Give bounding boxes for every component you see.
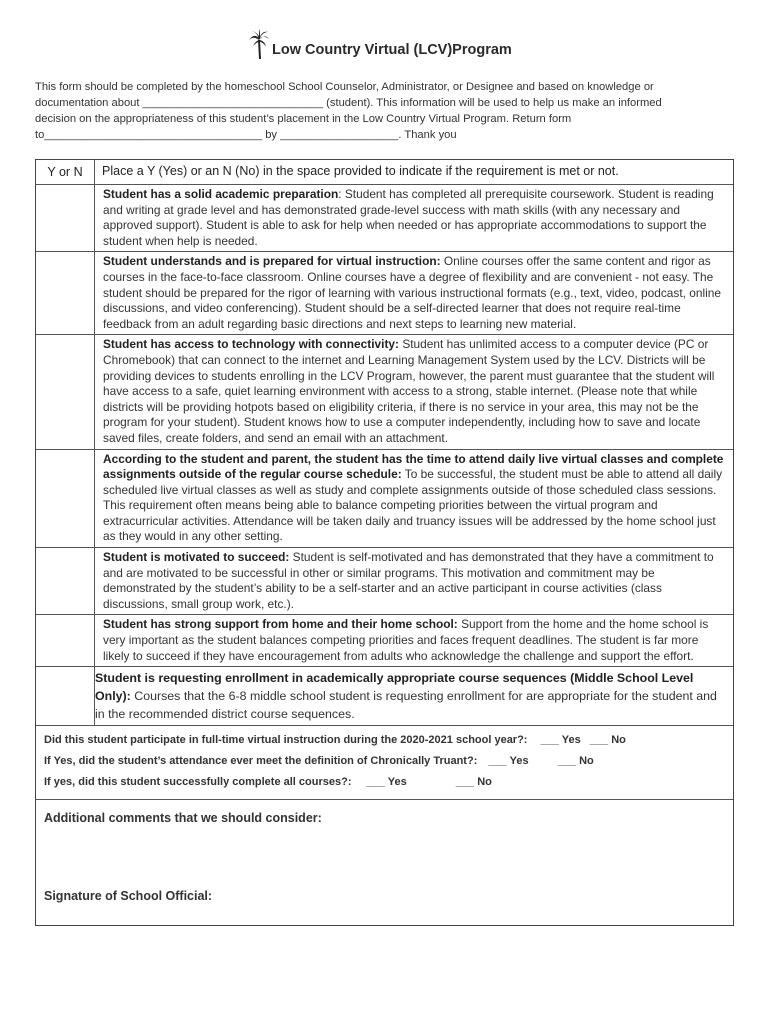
comments-label: Additional comments that we should consider:	[44, 811, 322, 826]
yn-input-cell[interactable]	[36, 450, 95, 548]
table-row	[36, 449, 733, 548]
intro-line: This form should be completed by the homeschool School Counselor, Administrator, or Designee and based on knowledge or	[35, 81, 654, 93]
no-blank[interactable]: ___ No	[455, 776, 492, 789]
yes-blank[interactable]: ___ Yes	[366, 776, 407, 789]
requirement-heading: Student has a solid academic preparation	[103, 187, 339, 201]
signature-label: Signature of School Official:	[44, 889, 213, 904]
requirement-description: Student is self-motivated and has demonstrated that they have a commitment to and are motivated to be successful in other or similar programs. This motivation and commitment may be demonstrated by the student’s ability to be a self-starter and an active participant in course activities (class discussions, small group work, etc.).	[103, 550, 714, 611]
question-text: Did this student participate in full-time virtual instruction during the 2020-2021 school year?:	[44, 734, 528, 747]
requirement-text	[95, 615, 733, 666]
requirement-heading: Student is requesting enrollment in academically appropriate course sequences (Middle School Level Only):	[95, 671, 694, 704]
palmetto-tree-icon	[248, 28, 270, 60]
requirement-text	[95, 450, 733, 548]
comments-section	[36, 799, 733, 925]
page-title: Low Country Virtual (LCV)Program	[272, 42, 512, 58]
requirement-heading: Student has strong support from home and their home school:	[103, 617, 458, 632]
requirement-text	[95, 667, 733, 725]
requirement-description: Online courses offer the same content and rigor as courses in the face-to-face classroom. Online courses have a degree of flexibility and are convenient - not easy. The student should be prepared for the rigor of learning with various instructional formats (e.g., text, video, podcast, online discussions, and video conferencing). Student should be a self-directed learner that does not require real-time feedback from an adult regarding basic directions and next steps to learning new material.	[103, 254, 721, 331]
requirement-description: Courses that the 6-8 middle school student is requesting enrollment for are appropriate for the student and in the recommended district course sequences.	[95, 689, 717, 722]
question-virtual-instruction	[44, 730, 725, 751]
intro-line: to___________________________________ by ___________________. Thank you	[35, 129, 457, 142]
requirement-text	[95, 252, 733, 334]
table-header-row	[36, 160, 733, 184]
yn-input-cell[interactable]	[36, 335, 95, 448]
table-row	[36, 334, 733, 448]
yn-input-cell[interactable]	[36, 548, 95, 614]
yn-input-cell[interactable]	[36, 185, 95, 251]
form-header	[248, 26, 512, 60]
requirements-table	[35, 159, 734, 926]
intro-line: decision on the appropriateness of this student’s placement in the Low Country Virtual Program. Return form	[35, 113, 572, 126]
requirement-heading: Student has access to technology with connectivity:	[103, 337, 400, 352]
requirement-heading: According to the student and parent, the student has the time to attend daily live virtual classes and complete assignments outside of the regular course schedule:	[103, 451, 724, 482]
yes-blank[interactable]: ___ Yes	[488, 755, 529, 768]
table-row	[36, 666, 733, 725]
yn-input-cell[interactable]	[36, 667, 95, 725]
requirement-text	[95, 335, 733, 448]
yes-blank[interactable]: ___ Yes	[540, 734, 581, 747]
question-chronically-truant	[44, 751, 725, 772]
intro-paragraph	[35, 79, 735, 143]
requirement-description: Student has unlimited access to a computer device (PC or Chromebook) that can connect to the internet and Learning Management System used by the LCV. Districts will be providing devices to students enrolling in the LCV Program, however, the parent must guarantee that the student will have access to a safe, quiet learning environment with access to a strong, stable internet. (Please note that while districts will be providing hotpots based on eligibility criteria, if there is no service in your area, this may not be the program for your student). Student knows how to use a computer independently, including how to save and locate saved files, create folders, and send an email with an attachment.	[103, 337, 715, 445]
yn-input-cell[interactable]	[36, 252, 95, 334]
requirement-description: Support from the home and the home school is very important as the student balances competing priorities and faces frequent deadlines. The student is far more likely to succeed if they have encouragement from adults who acknowledge the challenge and support the effort.	[103, 617, 709, 663]
yn-column-header: Y or N	[36, 160, 95, 184]
no-blank[interactable]: ___ No	[589, 734, 626, 747]
requirement-description: : Student has completed all prerequisite coursework. Student is reading and writing at grade level and has demonstrated grade-level success with math skills (with any necessary and approved support). Student is able to ask for help when needed or has appropriate accommodations to support the student when help is needed.	[103, 187, 714, 248]
requirement-heading: Student is motivated to succeed:	[103, 550, 290, 565]
no-blank[interactable]: ___ No	[557, 755, 594, 768]
question-text: If Yes, did the student’s attendance ever meet the definition of Chronically Truant?:	[44, 755, 478, 768]
table-row	[36, 251, 733, 334]
table-row	[36, 547, 733, 614]
table-row	[36, 614, 733, 666]
question-text: If yes, did this student successfully complete all courses?:	[44, 776, 352, 789]
requirement-text	[95, 185, 733, 251]
attendance-questions	[36, 725, 733, 799]
requirement-text	[95, 548, 733, 614]
requirement-heading: Student understands and is prepared for virtual instruction:	[103, 254, 441, 269]
intro-line: documentation about _____________________________ (student). This information will be used to help us make an informed	[35, 97, 662, 110]
table-row	[36, 184, 733, 251]
requirement-description: To be successful, the student must be able to attend all daily scheduled live virtual classes as well as study and complete assignments outside of those scheduled class sessions. This requirement often means being able to balance competing priorities between the virtual program and extracurricular activities. Attendance will be taken daily and truancy issues will be addressed by the home school just as they would in any other setting.	[103, 467, 723, 544]
yn-input-cell[interactable]	[36, 615, 95, 666]
question-complete-courses	[44, 772, 725, 793]
requirement-column-header: Place a Y (Yes) or an N (No) in the space provided to indicate if the requirement is met or not.	[102, 164, 619, 178]
